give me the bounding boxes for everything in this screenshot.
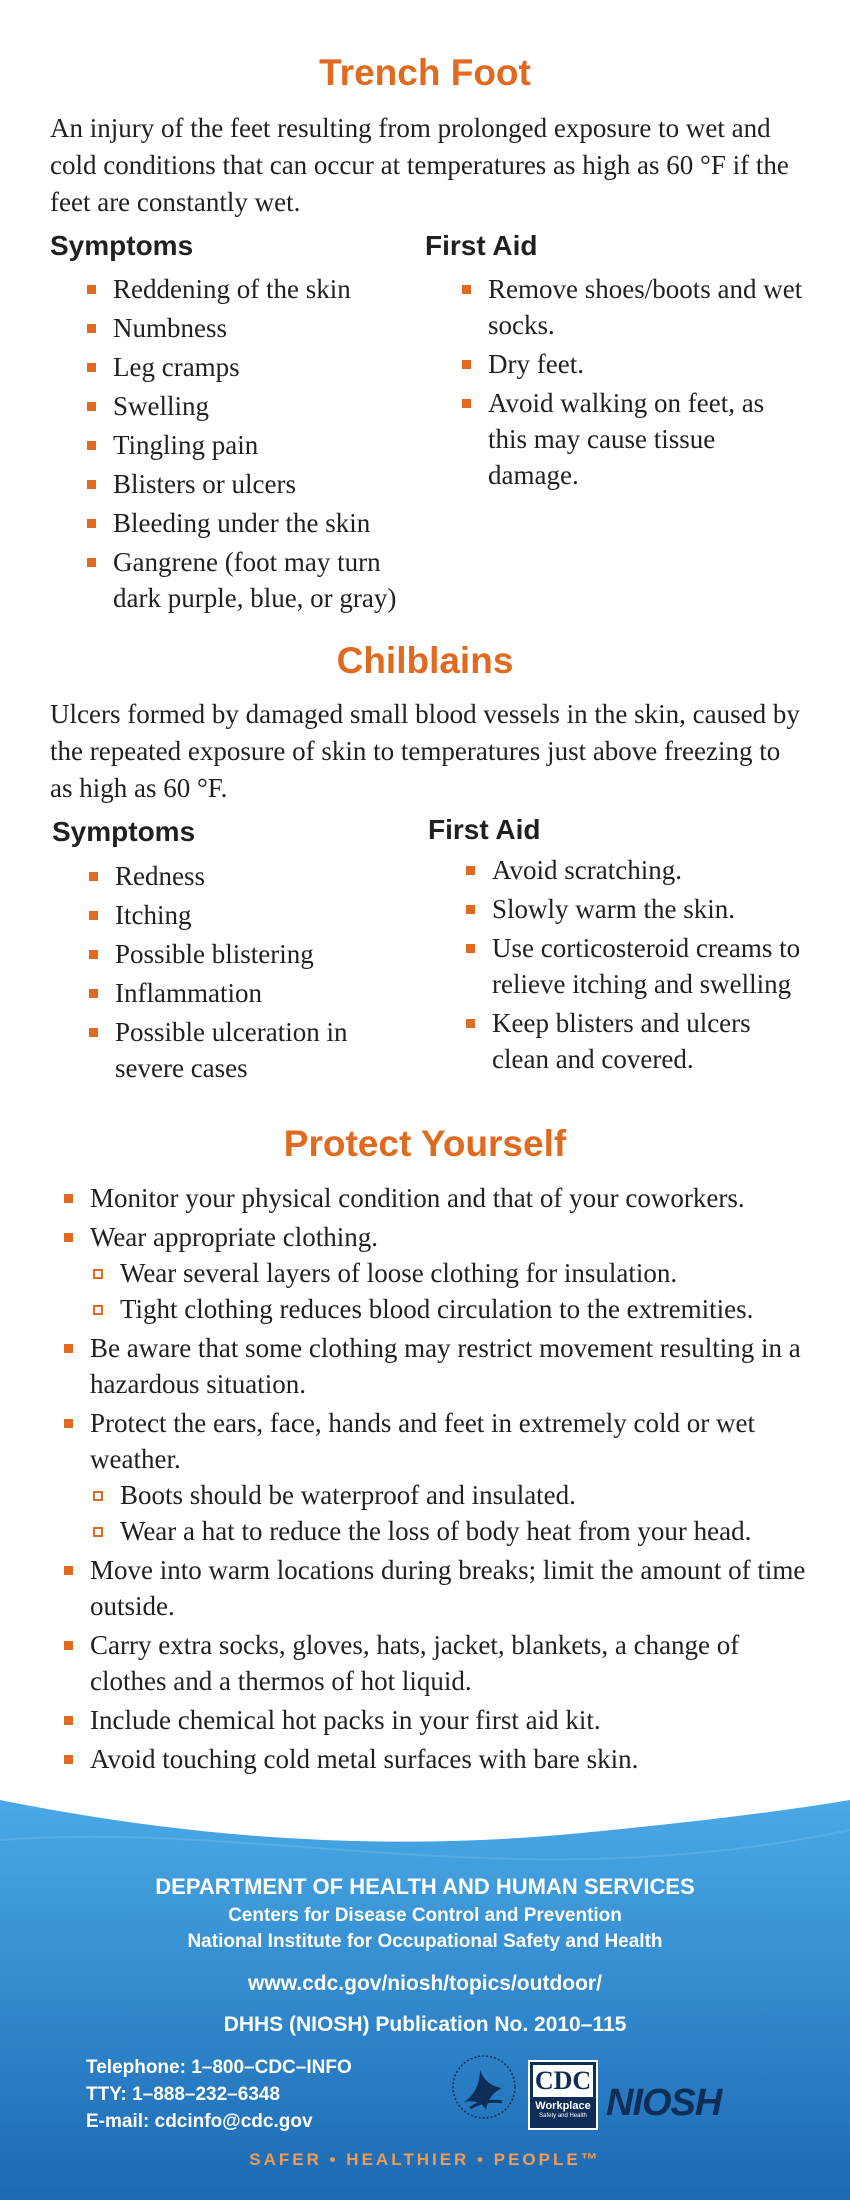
list-item: Carry extra socks, gloves, hats, jacket, blankets, a change of clothes and a thermos of hot liquid. xyxy=(60,1627,820,1699)
trench-foot-title: Trench Foot xyxy=(319,52,531,93)
list-item: Avoid touching cold metal surfaces with bare skin. xyxy=(60,1741,820,1777)
sub-list-item: Tight clothing reduces blood circulation to the extremities. xyxy=(90,1291,820,1327)
list-item: Itching xyxy=(85,897,415,933)
list-item: Slowly warm the skin. xyxy=(462,891,802,927)
sub-list-item: Boots should be waterproof and insulated. xyxy=(90,1477,820,1513)
cdc-logo-sub2: Safety and Health xyxy=(539,2113,587,2119)
chilblains-title: Chilblains xyxy=(336,640,514,681)
hhs-eagle-logo-icon xyxy=(450,2052,518,2122)
clothing-sublist xyxy=(90,1255,820,1327)
footer-tagline: SAFER • HEALTHIER • PEOPLE™ xyxy=(249,2150,601,2169)
protect-yourself-title: Protect Yourself xyxy=(283,1123,567,1164)
niosh-logo: NIOSH xyxy=(606,2082,722,2124)
chilblains-symptoms-heading: Symptoms xyxy=(52,816,196,847)
list-item xyxy=(60,1405,820,1549)
list-item: Leg cramps xyxy=(83,349,413,385)
chilblains-firstaid-list xyxy=(462,852,802,1080)
list-item: Dry feet. xyxy=(458,346,803,382)
footer-niosh-full: National Institute for Occupational Safety and Health xyxy=(187,1931,663,1952)
footer-contact xyxy=(86,2054,352,2135)
trench-firstaid-list xyxy=(458,271,803,496)
chilblains-firstaid-heading: First Aid xyxy=(428,814,541,845)
cdc-logo xyxy=(528,2060,598,2130)
trench-foot-description: An injury of the feet resulting from prolonged exposure to wet and cold conditions that can occur at temperatures as high as 60 °F if the feet are constantly wet. xyxy=(50,113,789,217)
cdc-logo-text: CDC xyxy=(534,2066,592,2095)
list-item: Inflammation xyxy=(85,975,415,1011)
sub-list-item: Wear a hat to reduce the loss of body heat from your head. xyxy=(90,1513,820,1549)
list-item: Possible blistering xyxy=(85,936,415,972)
list-item: Move into warm locations during breaks; limit the amount of time outside. xyxy=(60,1552,820,1624)
footer-tty: TTY: 1–888–232–6348 xyxy=(86,2084,281,2105)
footer-publication: DHHS (NIOSH) Publication No. 2010–115 xyxy=(223,2013,627,2036)
list-item: Include chemical hot packs in your first aid kit. xyxy=(60,1702,820,1738)
list-item: Tingling pain xyxy=(83,427,413,463)
list-item: Swelling xyxy=(83,388,413,424)
footer-department: DEPARTMENT OF HEALTH AND HUMAN SERVICES xyxy=(155,1874,695,1899)
list-item: Be aware that some clothing may restrict movement resulting in a hazardous situation. xyxy=(60,1330,820,1402)
list-item: Numbness xyxy=(83,310,413,346)
trench-symptoms-heading: Symptoms xyxy=(50,230,194,261)
list-item-text: Protect the ears, face, hands and feet in extremely cold or wet weather. xyxy=(90,1408,755,1474)
list-item: Monitor your physical condition and that of your coworkers. xyxy=(60,1180,820,1216)
list-item: Reddening of the skin xyxy=(83,271,413,307)
cdc-logo-sub1: Workplace xyxy=(535,2100,591,2112)
chilblains-symptoms-list xyxy=(85,858,415,1089)
list-item: Possible ulceration in severe cases xyxy=(85,1014,415,1086)
list-item xyxy=(60,1219,820,1327)
list-item: Avoid walking on feet, as this may cause tissue damage. xyxy=(458,385,803,493)
list-item: Redness xyxy=(85,858,415,894)
chilblains-description: Ulcers formed by damaged small blood vessels in the skin, caused by the repeated exposure of skin to temperatures just above freezing to as high as 60 °F. xyxy=(50,699,800,803)
footer-cdc: Centers for Disease Control and Prevention xyxy=(228,1905,622,1926)
list-item-text: Wear appropriate clothing. xyxy=(90,1222,378,1252)
sub-list-item: Wear several layers of loose clothing for insulation. xyxy=(90,1255,820,1291)
footer-url-link[interactable]: www.cdc.gov/niosh/topics/outdoor/ xyxy=(248,1972,602,1995)
weather-sublist xyxy=(90,1477,820,1549)
list-item: Use corticosteroid creams to relieve itching and swelling xyxy=(462,930,802,1002)
list-item: Bleeding under the skin xyxy=(83,505,413,541)
footer-email-link[interactable]: E-mail: cdcinfo@cdc.gov xyxy=(86,2111,313,2132)
list-item: Blisters or ulcers xyxy=(83,466,413,502)
list-item: Gangrene (foot may turn dark purple, blue, or gray) xyxy=(83,544,413,616)
footer-telephone: Telephone: 1–800–CDC–INFO xyxy=(86,2057,352,2078)
protect-list xyxy=(60,1180,820,1780)
list-item: Keep blisters and ulcers clean and covered. xyxy=(462,1005,802,1077)
list-item: Avoid scratching. xyxy=(462,852,802,888)
trench-symptoms-list xyxy=(83,271,413,619)
trench-firstaid-heading: First Aid xyxy=(425,230,538,261)
list-item: Remove shoes/boots and wet socks. xyxy=(458,271,803,343)
